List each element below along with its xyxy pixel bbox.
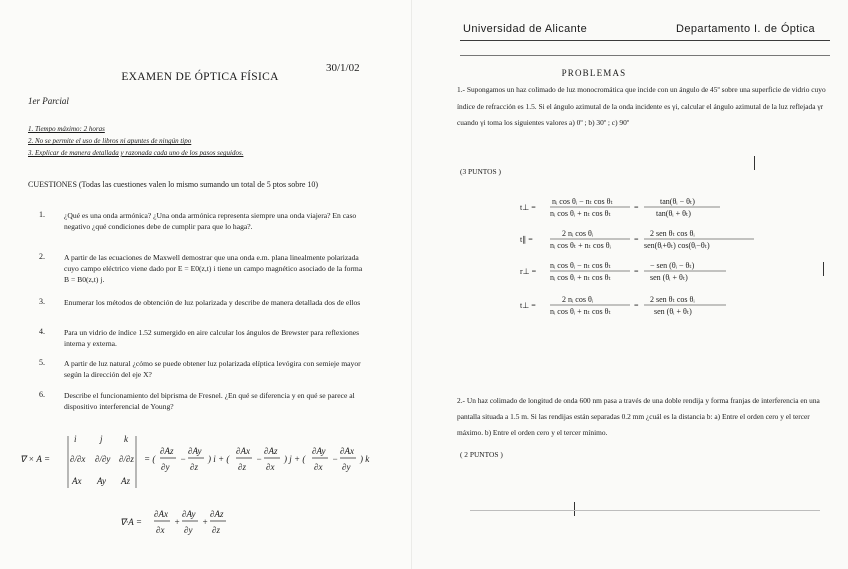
svg-text:∂/∂y: ∂/∂y [95, 454, 111, 464]
svg-text:∂Az: ∂Az [264, 446, 278, 456]
question-text: A partir de las ecuaciones de Maxwell demostrar que una onda e.m. plana linealmente polarizada cuyo campo eléctrico viene dado por E = E0(z,t) i tiene un campo magnético asociado de la forma B = B0(z,t) j. [64, 253, 363, 284]
svg-text:∇ × A =: ∇ × A = [20, 454, 51, 464]
partial-label: 1er Parcial [28, 96, 69, 106]
svg-text:∂x: ∂x [314, 462, 323, 472]
question-text: Para un vidrio de índice 1.52 sumergido en aire calcular los ángulos de Brewster para reflexiones interna y externa. [64, 328, 360, 348]
exam-title: EXAMEN DE ÓPTICA FÍSICA [121, 71, 279, 83]
svg-text:sen(θᵢ+θₜ) cos(θᵢ−θₜ): sen(θᵢ+θₜ) cos(θᵢ−θₜ) [644, 241, 710, 250]
svg-text:−: − [332, 454, 339, 464]
svg-text:nᵢ cos θᵢ − nₜ cos θₜ: nᵢ cos θᵢ − nₜ cos θₜ [550, 261, 611, 270]
university-header: Universidad de Alicante [463, 23, 588, 35]
svg-text:Az: Az [121, 476, 130, 486]
svg-text:t⊥ =: t⊥ = [520, 301, 536, 310]
svg-text:) i + (: ) i + ( [208, 454, 230, 464]
svg-text:= (: = ( [144, 454, 156, 464]
question-number: 1. [39, 210, 45, 219]
svg-text:=: = [634, 235, 639, 244]
svg-text:) k: ) k [360, 454, 370, 464]
svg-text:+: + [202, 517, 209, 527]
svg-text:=: = [634, 203, 639, 212]
svg-text:∂z: ∂z [212, 525, 220, 535]
svg-text:∂y: ∂y [184, 525, 193, 535]
svg-text:2 sen θₜ cos θᵢ: 2 sen θₜ cos θᵢ [650, 295, 695, 304]
svg-text:sen (θᵢ + θₜ): sen (θᵢ + θₜ) [650, 273, 688, 282]
instruction-line: 3. Explicar de manera detallada y razonada cada uno de los pasos seguidos. [28, 149, 244, 157]
svg-text:=: = [634, 301, 639, 310]
svg-text:∂Ax: ∂Ax [340, 446, 354, 456]
left-page [0, 0, 412, 569]
divergence-formula [120, 500, 260, 544]
question-text: Describe el funcionamiento del biprisma de Fresnel. ¿En qué se diferencia y en qué se parece al dispositivo interferencial de Young? [64, 391, 355, 411]
header-rule-thin [460, 55, 830, 56]
svg-text:tan(θᵢ + θₜ): tan(θᵢ + θₜ) [656, 209, 691, 218]
curl-formula [20, 432, 390, 494]
instruction-line: 2. No se permite el uso de libros ni apuntes de ningún tipo [28, 137, 192, 145]
svg-text:−: − [256, 454, 263, 464]
svg-text:nᵢ cos θᵢ + nₜ cos θₜ: nᵢ cos θᵢ + nₜ cos θₜ [550, 273, 611, 282]
svg-text:∂z: ∂z [190, 462, 198, 472]
margin-mark [574, 502, 575, 516]
svg-text:) j + (: ) j + ( [284, 454, 306, 464]
divergence-formula-drawing [120, 500, 260, 544]
svg-text:∂/∂x: ∂/∂x [70, 454, 86, 464]
svg-text:nᵢ cos θₜ + nₜ cos θᵢ: nᵢ cos θₜ + nₜ cos θᵢ [550, 241, 611, 250]
question-text: Enumerar los métodos de obtención de luz polarizada y describe de manera detallada dos de ellos [64, 298, 361, 307]
svg-text:i: i [74, 434, 77, 444]
svg-text:∂x: ∂x [266, 462, 275, 472]
question-number: 4. [39, 327, 45, 336]
instruction-line: 1. Tiempo máximo: 2 horas [28, 125, 105, 133]
footer-rule [470, 510, 820, 511]
svg-text:− sen (θᵢ − θₜ): − sen (θᵢ − θₜ) [650, 261, 695, 270]
svg-text:nᵢ cos θᵢ + nₜ cos θₜ: nᵢ cos θᵢ + nₜ cos θₜ [550, 307, 611, 316]
svg-text:=: = [634, 267, 639, 276]
svg-text:2 sen θₜ cos θᵢ: 2 sen θₜ cos θᵢ [650, 229, 695, 238]
svg-text:nᵢ cos θᵢ + nₜ cos θₜ: nᵢ cos θᵢ + nₜ cos θₜ [550, 209, 611, 218]
problem-text: 1.- Supongamos un haz colimado de luz monocromática que incide con un ángulo de 45º sobre una superficie de vidrio cuyo índice de refracción es 1.5. Si el ángulo azimutal de la onda incidente es γi, calcular el ángulo azimutal de la luz reflejada γr cuando γi toma los siguientes valores a) 0º ; b) 30º ; c) 90º [457, 85, 826, 127]
questions-header: CUESTIONES (Todas las cuestiones valen lo mismo sumando un total de 5 ptos sobre 10) [28, 180, 319, 189]
svg-text:∂Ay: ∂Ay [188, 446, 202, 456]
svg-text:Ay: Ay [97, 476, 106, 486]
curl-formula-drawing [20, 432, 390, 494]
department-header: Departamento I. de Óptica [676, 23, 816, 35]
svg-text:∂z: ∂z [238, 462, 246, 472]
svg-text:k: k [124, 434, 128, 444]
svg-text:∂x: ∂x [156, 525, 165, 535]
problem-text: 2.- Un haz colimado de longitud de onda 600 nm pasa a través de una doble rendija y forma franjas de interferencia en una pantalla situada a 1.5 m. Si las rendijas están separadas 0.2 mm ¿cuál es la distancia b: a) Entre el orden cero y el tercer máximo. b) Entre el orden cero y el tercer mínimo. [457, 396, 820, 437]
svg-text:∂Ax: ∂Ax [154, 509, 168, 519]
margin-mark [754, 156, 755, 170]
svg-text:∂Az: ∂Az [210, 509, 224, 519]
question-number: 6. [39, 390, 45, 399]
svg-text:+: + [174, 517, 181, 527]
svg-text:∂Ay: ∂Ay [182, 509, 196, 519]
fresnel-equations-drawing [520, 194, 760, 330]
svg-text:∂y: ∂y [342, 462, 351, 472]
svg-text:j: j [100, 434, 103, 444]
exam-date: 30/1/02 [326, 62, 360, 74]
svg-text:2 nᵢ cos θᵢ: 2 nᵢ cos θᵢ [562, 295, 594, 304]
svg-text:∂y: ∂y [161, 462, 170, 472]
problem-points: ( 2 PUNTOS ) [460, 450, 503, 459]
svg-text:nᵢ cos θᵢ − nₜ cos θₜ: nᵢ cos θᵢ − nₜ cos θₜ [552, 197, 613, 206]
svg-text:tan(θᵢ − θₜ): tan(θᵢ − θₜ) [660, 197, 695, 206]
svg-text:sen (θᵢ + θₜ): sen (θᵢ + θₜ) [654, 307, 692, 316]
question-number: 2. [39, 252, 45, 261]
svg-text:∂Az: ∂Az [160, 446, 174, 456]
svg-text:∂Ay: ∂Ay [312, 446, 326, 456]
margin-mark [823, 262, 824, 276]
svg-text:t∥ =: t∥ = [520, 235, 533, 244]
header-rule [460, 40, 830, 41]
problems-title: PROBLEMAS [561, 68, 627, 78]
problem-points: (3 PUNTOS ) [460, 167, 501, 176]
svg-text:t⊥ =: t⊥ = [520, 203, 536, 212]
svg-text:2 nᵢ cos θᵢ: 2 nᵢ cos θᵢ [562, 229, 594, 238]
svg-text:∇·A =: ∇·A = [120, 517, 142, 527]
svg-text:r⊥ =: r⊥ = [520, 267, 537, 276]
question-text: A partir de luz natural ¿cómo se puede obtener luz polarizada elíptica levógira con semieje mayor según la dirección del eje X? [64, 359, 361, 379]
fresnel-equations [520, 194, 760, 330]
question-text: ¿Qué es una onda armónica? ¿Una onda armónica representa siempre una onda viajera? En caso negativo ¿qué condiciones debe de cumplir para que lo haga?. [64, 211, 357, 231]
svg-text:Ax: Ax [72, 476, 82, 486]
svg-text:∂/∂z: ∂/∂z [119, 454, 134, 464]
svg-text:−: − [180, 454, 187, 464]
question-number: 3. [39, 297, 45, 306]
question-number: 5. [39, 358, 45, 367]
svg-text:∂Ax: ∂Ax [236, 446, 250, 456]
